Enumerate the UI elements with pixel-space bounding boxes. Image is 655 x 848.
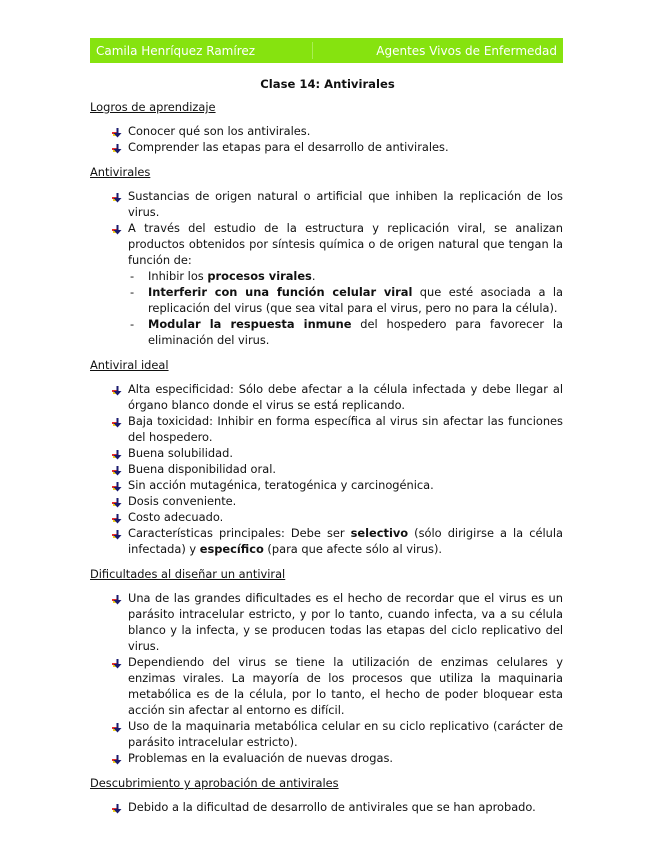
text-segment: Dependiendo del virus se tiene la utilización de enzimas celulares y enzimas virales. La mayoría de los procesos que utiliza la maquinaria metabólica es de la célula, por lo tanto, el hecho de poder bloquear esta acción sin afectar al entorno es difícil. [128,655,563,717]
list-item [90,188,563,220]
arrow-down-bullet-icon [112,753,123,763]
dash-bullet-icon: - [130,285,135,299]
text-segment: . [311,269,316,283]
list-item [90,220,563,268]
text-segment: Buena solubilidad. [128,446,233,460]
text-segment: que esté asociada a la replicación del virus (que sea vital para el virus, pero no para la célula). [148,285,563,315]
text-segment: A través del estudio de la estructura y replicación viral, se analizan productos obtenidos por síntesis química o de origen natural que tengan la función de: [128,221,563,267]
text-segment: (para que afecte sólo al virus). [263,542,443,556]
list-item [90,750,563,766]
sub-list-item [90,268,563,284]
list-item [90,139,563,155]
bullet-list [90,188,563,348]
arrow-down-bullet-icon [112,126,123,136]
text-segment: Debido a la dificultad de desarrollo de antivirales que se han aprobado. [128,800,536,814]
arrow-down-bullet-icon [112,802,123,812]
arrow-down-bullet-icon [112,416,123,426]
arrow-down-bullet-icon [112,191,123,201]
arrow-down-bullet-icon [112,593,123,603]
header-course: Agentes Vivos de Enfermedad [376,43,557,58]
text-segment: Inhibir los [148,269,208,283]
arrow-down-bullet-icon [112,496,123,506]
section [90,99,563,155]
page-header [90,38,563,63]
text-segment: Comprender las etapas para el desarrollo de antivirales. [128,140,449,154]
text-segment: Sin acción mutagénica, teratogénica y carcinogénica. [128,478,434,492]
text-segment: del hospedero para favorecer la eliminación del virus. [148,317,563,347]
bold-text: específico [199,542,264,556]
section [90,357,563,557]
text-segment: Sustancias de origen natural o artificial que inhiben la replicación de los virus. [128,189,563,219]
arrow-down-bullet-icon [112,528,123,538]
text-segment: Características principales: Debe ser [128,526,351,540]
text-segment: (sólo dirigirse a la célula infectada) y [128,526,563,556]
arrow-down-bullet-icon [112,223,123,233]
text-segment: Costo adecuado. [128,510,224,524]
section [90,566,563,766]
text-segment: Baja toxicidad: Inhibir en forma específica al virus sin afectar las funciones del hospedero. [128,414,563,444]
list-item [90,123,563,139]
document-title: Clase 14: Antivirales [260,77,395,91]
bullet-list [90,123,563,155]
text-segment: Dosis conveniente. [128,494,237,508]
section [90,164,563,348]
list-item [90,654,563,718]
document-body [90,99,563,824]
arrow-down-bullet-icon [112,384,123,394]
arrow-down-bullet-icon [112,464,123,474]
text-segment: Una de las grandes dificultades es el hecho de recordar que el virus es un parásito intracelular estricto, y por lo tanto, cuando infecta, va a su célula blanco y la infecta, y se producen todas las etapas del ciclo replicativo del virus. [128,591,563,653]
list-item [90,413,563,445]
bullet-list [90,799,563,815]
arrow-down-bullet-icon [112,657,123,667]
bullet-list [90,590,563,766]
list-item [90,445,563,461]
list-item [90,509,563,525]
sub-list-item [90,316,563,348]
text-segment: Conocer qué son los antivirales. [128,124,311,138]
arrow-down-bullet-icon [112,142,123,152]
header-author: Camila Henríquez Ramírez [96,43,256,58]
bold-text: Modular la respuesta inmune [148,317,352,331]
sub-list-item [90,284,563,316]
section [90,775,563,815]
text-segment: Uso de la maquinaria metabólica celular en su ciclo replicativo (carácter de parásito intracelular estricto). [128,719,563,749]
section-heading: Dificultades al diseñar un antiviral [90,567,286,581]
bold-text: Interferir con una función celular viral [148,285,413,299]
list-item [90,477,563,493]
bullet-list [90,381,563,557]
arrow-down-bullet-icon [112,480,123,490]
list-item [90,590,563,654]
list-item [90,525,563,557]
list-item [90,461,563,477]
section-heading: Antiviral ideal [90,358,169,372]
list-item [90,493,563,509]
text-segment: Alta especificidad: Sólo debe afectar a la célula infectada y debe llegar al órgano blanco donde el virus se está replicando. [128,382,563,412]
bold-text: procesos virales [207,269,312,283]
text-segment: Problemas en la evaluación de nuevas drogas. [128,751,394,765]
dash-bullet-icon: - [130,269,135,283]
section-heading: Antivirales [90,165,151,179]
section-heading: Logros de aprendizaje [90,100,216,114]
list-item [90,381,563,413]
text-segment: Buena disponibilidad oral. [128,462,276,476]
list-item [90,799,563,815]
arrow-down-bullet-icon [112,721,123,731]
dash-bullet-icon: - [130,317,135,331]
header-divider [312,42,313,59]
arrow-down-bullet-icon [112,512,123,522]
arrow-down-bullet-icon [112,448,123,458]
list-item [90,718,563,750]
section-heading: Descubrimiento y aprobación de antivirales [90,776,339,790]
bold-text: selectivo [350,526,409,540]
